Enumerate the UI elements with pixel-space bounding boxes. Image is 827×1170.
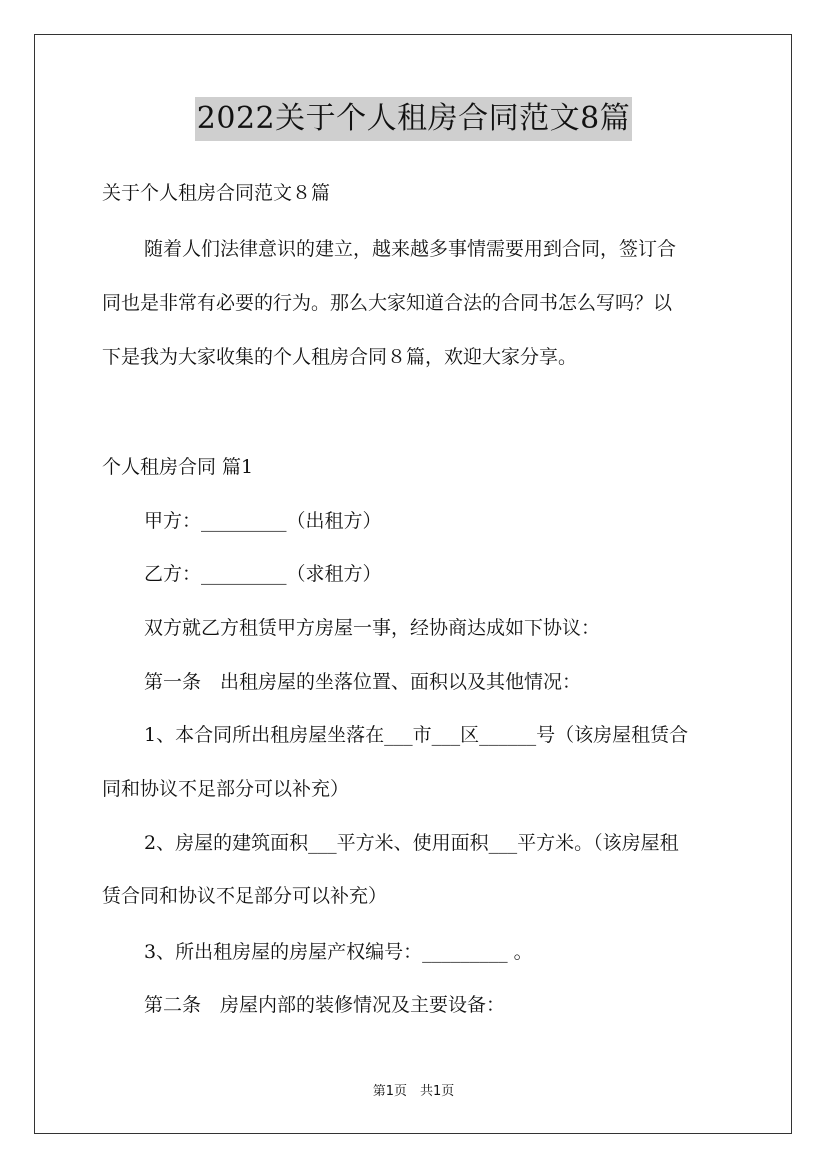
intro-line-1: 随着人们法律意识的建立，越来越多事情需要用到合同，签订合 (144, 238, 677, 260)
agreement-line: 双方就乙方租赁甲方房屋一事，经协商达成如下协议： (144, 617, 601, 639)
item-1-line-1: 1、本合同所出租房屋坐落在___市___区______号（该房屋租赁合 (144, 724, 689, 746)
document-title: 2022关于个人租房合同范文8篇 (195, 97, 632, 141)
section-heading: 个人租房合同 篇1 (102, 456, 254, 478)
item-2-line-2: 赁合同和协议不足部分可以补充） (102, 885, 388, 907)
page-footer: 第1页 共1页 (372, 1084, 455, 1099)
document-subtitle: 关于个人租房合同范文８篇 (102, 182, 331, 204)
item-3-line: 3、所出租房屋的房屋产权编号：_________ 。 (144, 941, 533, 963)
article-2-heading: 第二条 房屋内部的装修情况及主要设备： (144, 994, 506, 1016)
intro-line-2: 同也是非常有必要的行为。那么大家知道合法的合同书怎么写吗？以 (102, 292, 673, 314)
party-a-line: 甲方：_________（出租方） (144, 510, 382, 532)
item-1-line-2: 同和协议不足部分可以补充） (102, 778, 350, 800)
party-b-line: 乙方：_________（求租方） (144, 563, 382, 585)
intro-line-3: 下是我为大家收集的个人租房合同８篇，欢迎大家分享。 (102, 346, 578, 368)
article-1-heading: 第一条 出租房屋的坐落位置、面积以及其他情况： (144, 671, 582, 693)
item-2-line-1: 2、房屋的建筑面积___平方米、使用面积___平方米。（该房屋租 (144, 832, 679, 854)
title-container (0, 97, 827, 141)
